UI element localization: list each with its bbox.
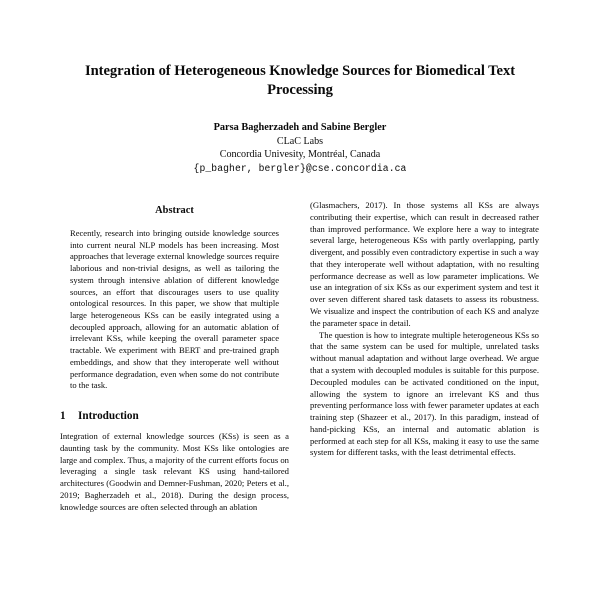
body-paragraph: The question is how to integrate multiple heterogeneous KSs so that the same system can be used for multiple, unrelated tasks without manual adaptation and without large overhead. We argue that a system with decoupled modules is suitable for this purpose. Decoupled modules can be activated conditioned on the input, allowing the system to ignore an irrelevant KS and thus preventing performance loss with fewer parameter updates at each training step (Shazeer et al., 2017). In this paradigm, instead of hand-picking KSs, an internal and automatic ablation is performed at each step for all KSs, making it easy to use the same system for different tasks, with the least detrimental effects. [310, 329, 539, 458]
left-column [60, 200, 289, 600]
body-paragraph: Integration of external knowledge sources (KSs) is seen as a daunting task by the community. Most KSs like ontologies are large and complex. Thus, a majority of the current efforts focus on leveraging a single task relevant KS using hand-tailored architectures (Goodwin and Demner-Fushman, 2020; Peters et al., 2019; Bagherzadeh et al., 2018). During the design process, knowledge sources are often selected through an ablation [60, 431, 289, 512]
abstract-text: Recently, research into bringing outside knowledge sources into current neural NLP models has been increasing. Most approaches that leverage external knowledge sources require laborious and non-trivial designs, as well as tailoring the system through intensive ablation of different knowledge sources, an effort that discourages users to use quality ontological resources. In this paper, we show that multiple large heterogeneous KSs can be easily integrated using a decoupled approach, allowing for an automatic ablation of irrelevant KSs, while keeping the overall parameter space tractable. We experiment with BERT and pre-trained graph embeddings, and show that they interoperate well without performance degradation, even when some do not contribute to the task. [70, 228, 279, 391]
section-heading-introduction [60, 409, 289, 423]
author-names: Parsa Bagherzadeh and Sabine Bergler [213, 122, 387, 133]
author-block [78, 121, 522, 176]
title-block [0, 0, 600, 176]
section-title: Introduction [78, 410, 139, 423]
two-column-body [0, 200, 600, 600]
section-number: 1 [60, 410, 66, 423]
right-column [310, 200, 539, 600]
author-email: {p_bagher, bergler}@cse.concordia.ca [193, 163, 407, 175]
affiliation-lab: CLaC Labs [276, 135, 324, 147]
abstract-heading: Abstract [155, 205, 194, 216]
page-title: Integration of Heterogeneous Knowledge Sources for Biomedical Text Processing [84, 63, 516, 98]
body-paragraph: (Glasmachers, 2017). In those systems all KSs are always contributing their expertise, which can result in decreased rather than improved performance. We explore here a way to integrate several large, heterogeneous KSs with partly overlapping, partly divergent, and possibly even contradictory expertise in such a way that they interoperate well without adaptation, with no resulting performance decrease as well as low parameter implications. We use an integration of six KSs as our experiment system and test it over seven different shared task datasets to assess its robustness. We visualize and inspect the contribution of each KS and analyze the parameter space in detail. [310, 200, 539, 328]
abstract-section [60, 204, 289, 392]
affiliation-institution: Concordia Univesity, Montréal, Canada [219, 148, 381, 160]
